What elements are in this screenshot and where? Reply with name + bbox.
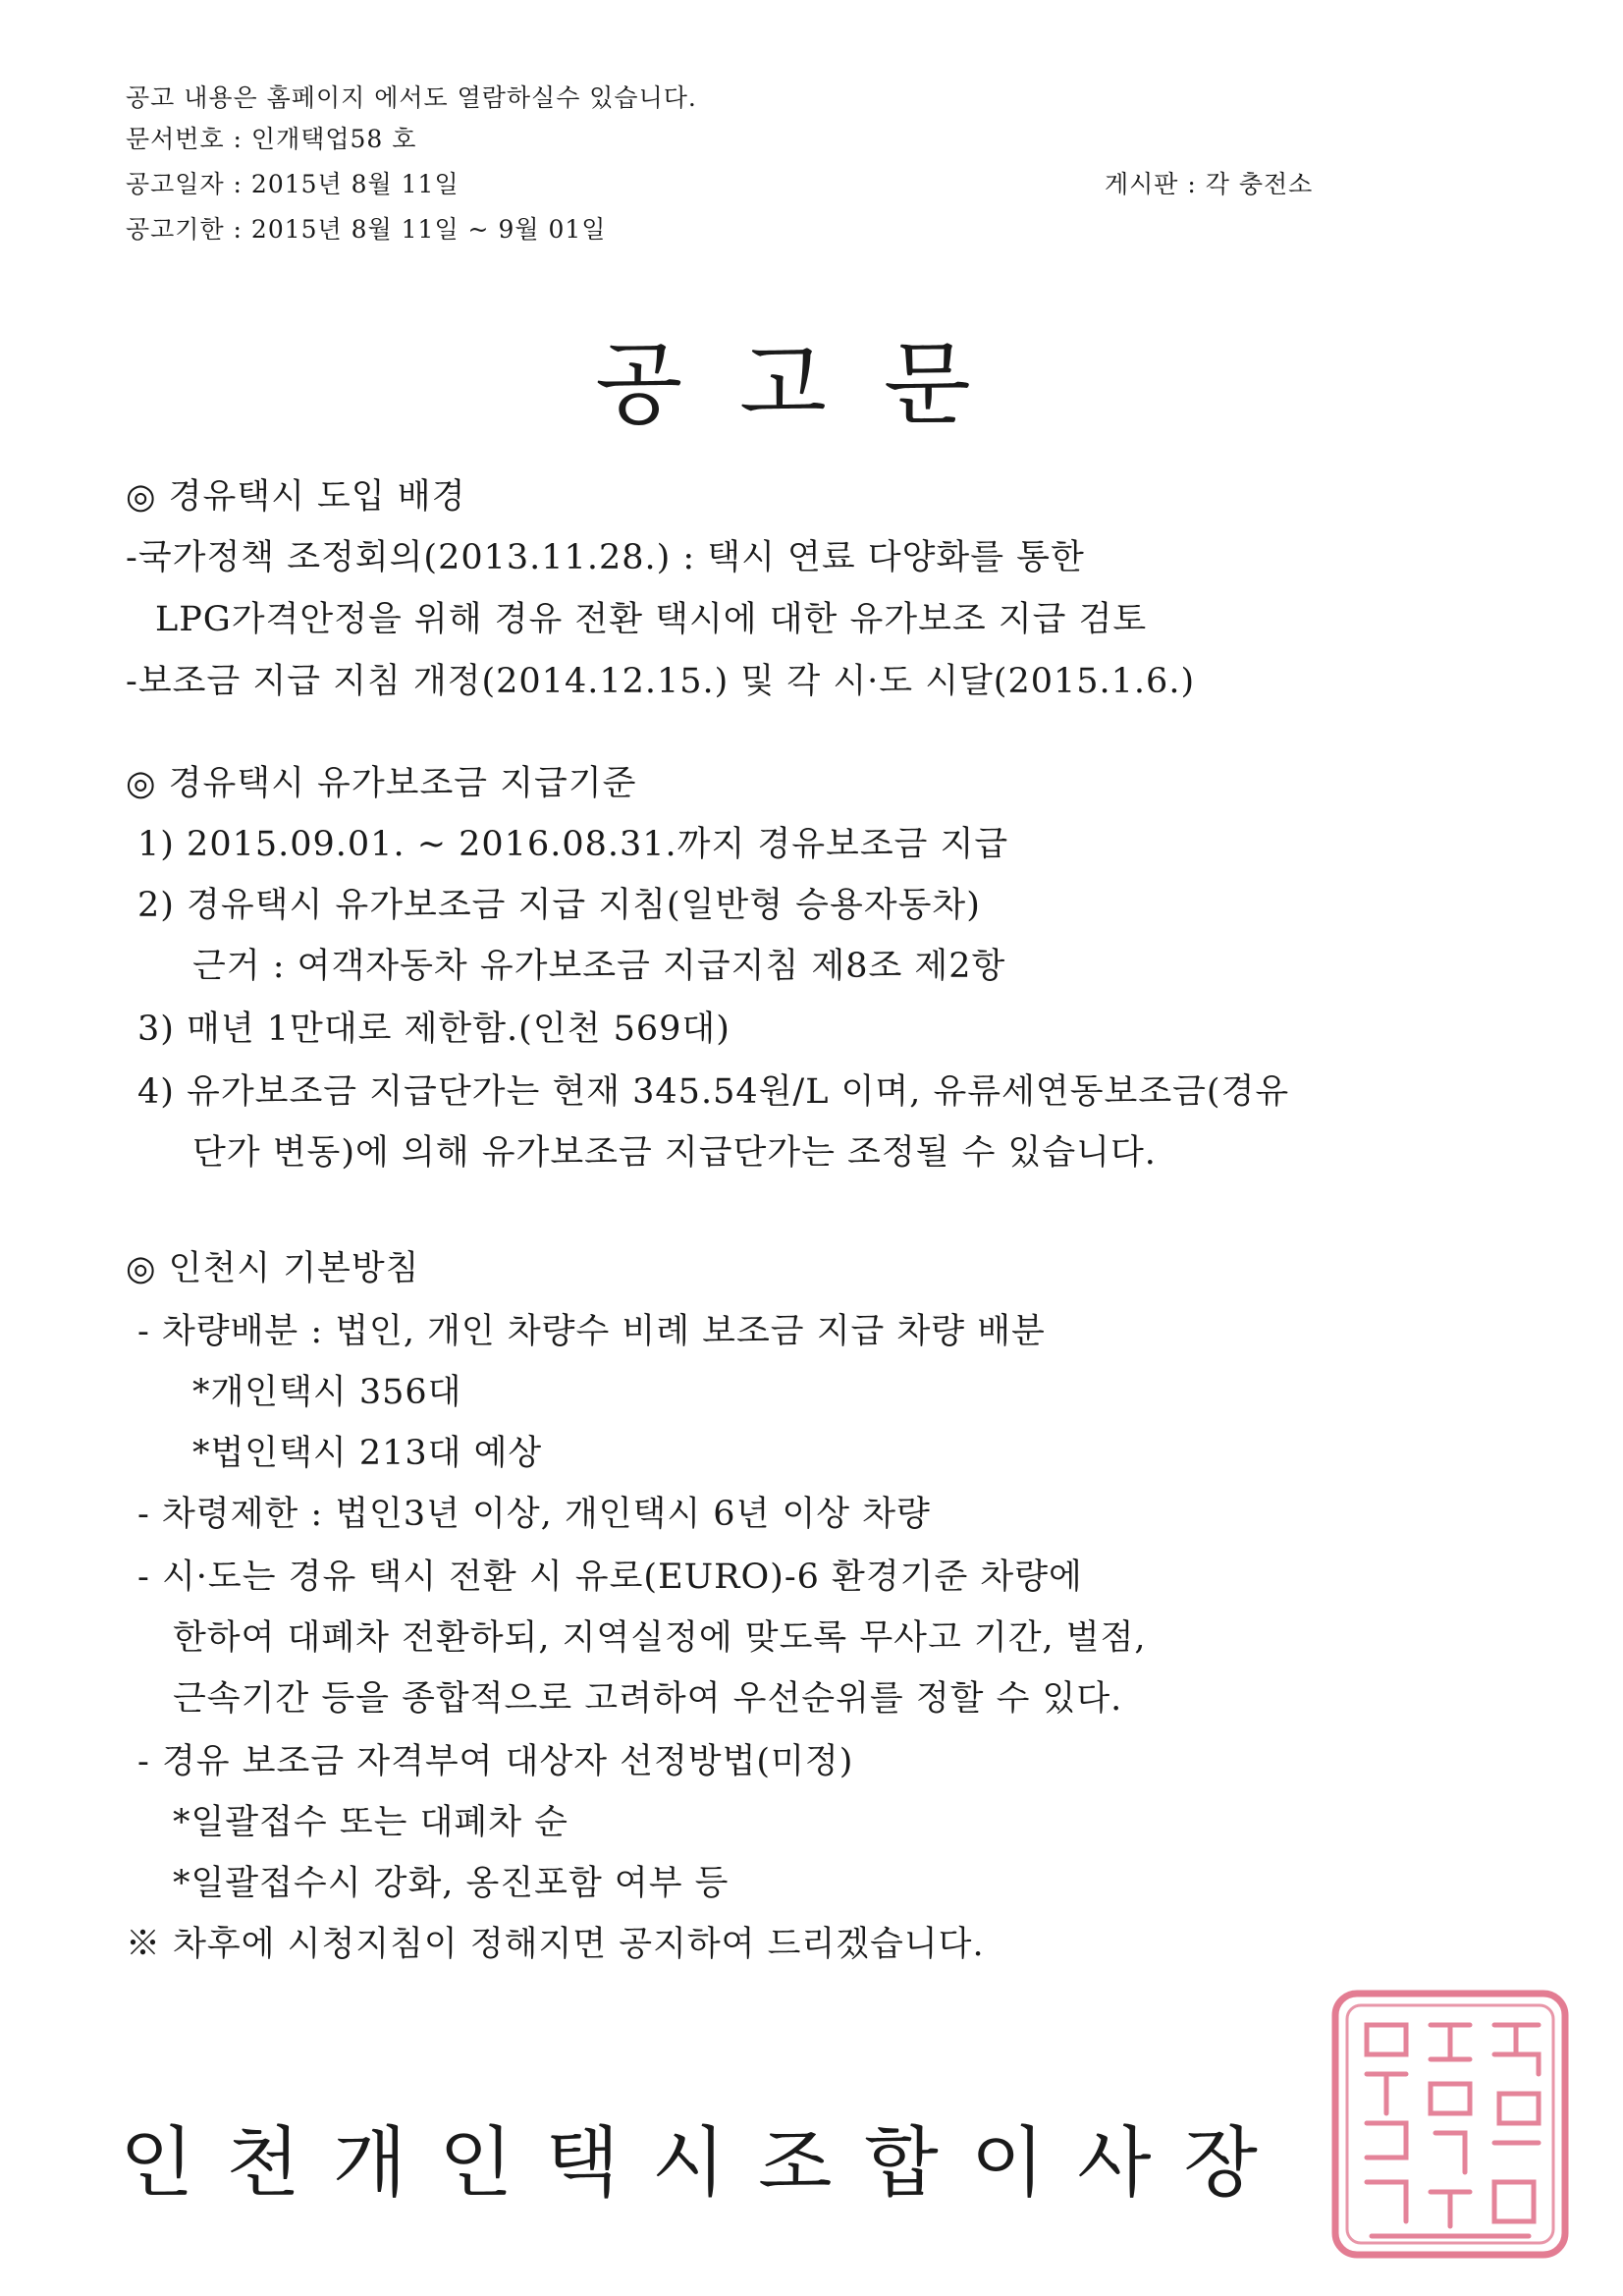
page-title: 공고문 <box>595 332 1028 437</box>
section-line: 2) 경유택시 유가보조금 지급 지침(일반형 승용자동차) <box>137 886 981 925</box>
section-line: -보조금 지급 지침 개정(2014.12.15.) 및 각 시·도 시달(2015.1.6.) <box>126 662 1196 701</box>
section-line: *일괄접수 또는 대폐차 순 <box>173 1803 568 1842</box>
section-line: 단가 변동)에 의해 유가보조금 지급단가는 조정될 수 있습니다. <box>192 1133 1157 1173</box>
section-line: ※ 차후에 시청지침이 정해지면 공지하여 드리겠습니다. <box>126 1925 985 1964</box>
section-line: 근거 : 여객자동차 유가보조금 지급지침 제8조 제2항 <box>192 947 1006 986</box>
section-heading-policy: ◎ 인천시 기본방침 <box>126 1249 420 1288</box>
section-line: LPG가격안정을 위해 경유 전환 택시에 대한 유가보조 지급 검토 <box>155 600 1148 639</box>
section-line: *개인택시 356대 <box>192 1373 462 1412</box>
section-line: 한하여 대폐차 전환하되, 지역실정에 맞도록 무사고 기간, 벌점, <box>173 1618 1147 1658</box>
section-line: - 차령제한 : 법인3년 이상, 개인택시 6년 이상 차량 <box>137 1495 931 1534</box>
section-line: *일괄접수시 강화, 옹진포함 여부 등 <box>173 1864 730 1903</box>
bulletin-board: 게시판 : 각 충전소 <box>1105 170 1314 198</box>
document-number: 문서번호 : 인개택업58 호 <box>126 125 417 153</box>
section-line: 근속기간 등을 종합적으로 고려하여 우선순위를 정할 수 있다. <box>173 1679 1123 1719</box>
section-line: 4) 유가보조금 지급단가는 현재 345.54원/L 이며, 유류세연동보조금(경유 <box>137 1072 1290 1112</box>
notice-period: 공고기한 : 2015년 8월 11일 ~ 9월 01일 <box>126 215 607 244</box>
official-seal-stamp <box>1327 1986 1573 2263</box>
signature-issuer: 인천개인택시조합이사장 <box>120 2119 1290 2208</box>
section-line: 1) 2015.09.01. ~ 2016.08.31.까지 경유보조금 지급 <box>137 825 1009 864</box>
section-heading-criteria: ◎ 경유택시 유가보조금 지급기준 <box>126 764 637 803</box>
section-line: -국가정책 조정회의(2013.11.28.) : 택시 연료 다양화를 통한 <box>126 538 1085 577</box>
section-heading-background: ◎ 경유택시 도입 배경 <box>126 477 466 517</box>
section-line: - 경유 보조금 자격부여 대상자 선정방법(미정) <box>137 1742 854 1781</box>
section-line: 3) 매년 1만대로 제한함.(인천 569대) <box>137 1010 730 1049</box>
notice-line: 공고 내용은 홈페이지 에서도 열람하실수 있습니다. <box>126 83 697 112</box>
section-line: - 시·도는 경유 택시 전환 시 유로(EURO)-6 환경기준 차량에 <box>137 1558 1083 1597</box>
notice-date: 공고일자 : 2015년 8월 11일 <box>126 170 460 198</box>
section-line: - 차량배분 : 법인, 개인 차량수 비례 보조금 지급 차량 배분 <box>137 1312 1046 1351</box>
section-line: *법인택시 213대 예상 <box>192 1434 543 1473</box>
